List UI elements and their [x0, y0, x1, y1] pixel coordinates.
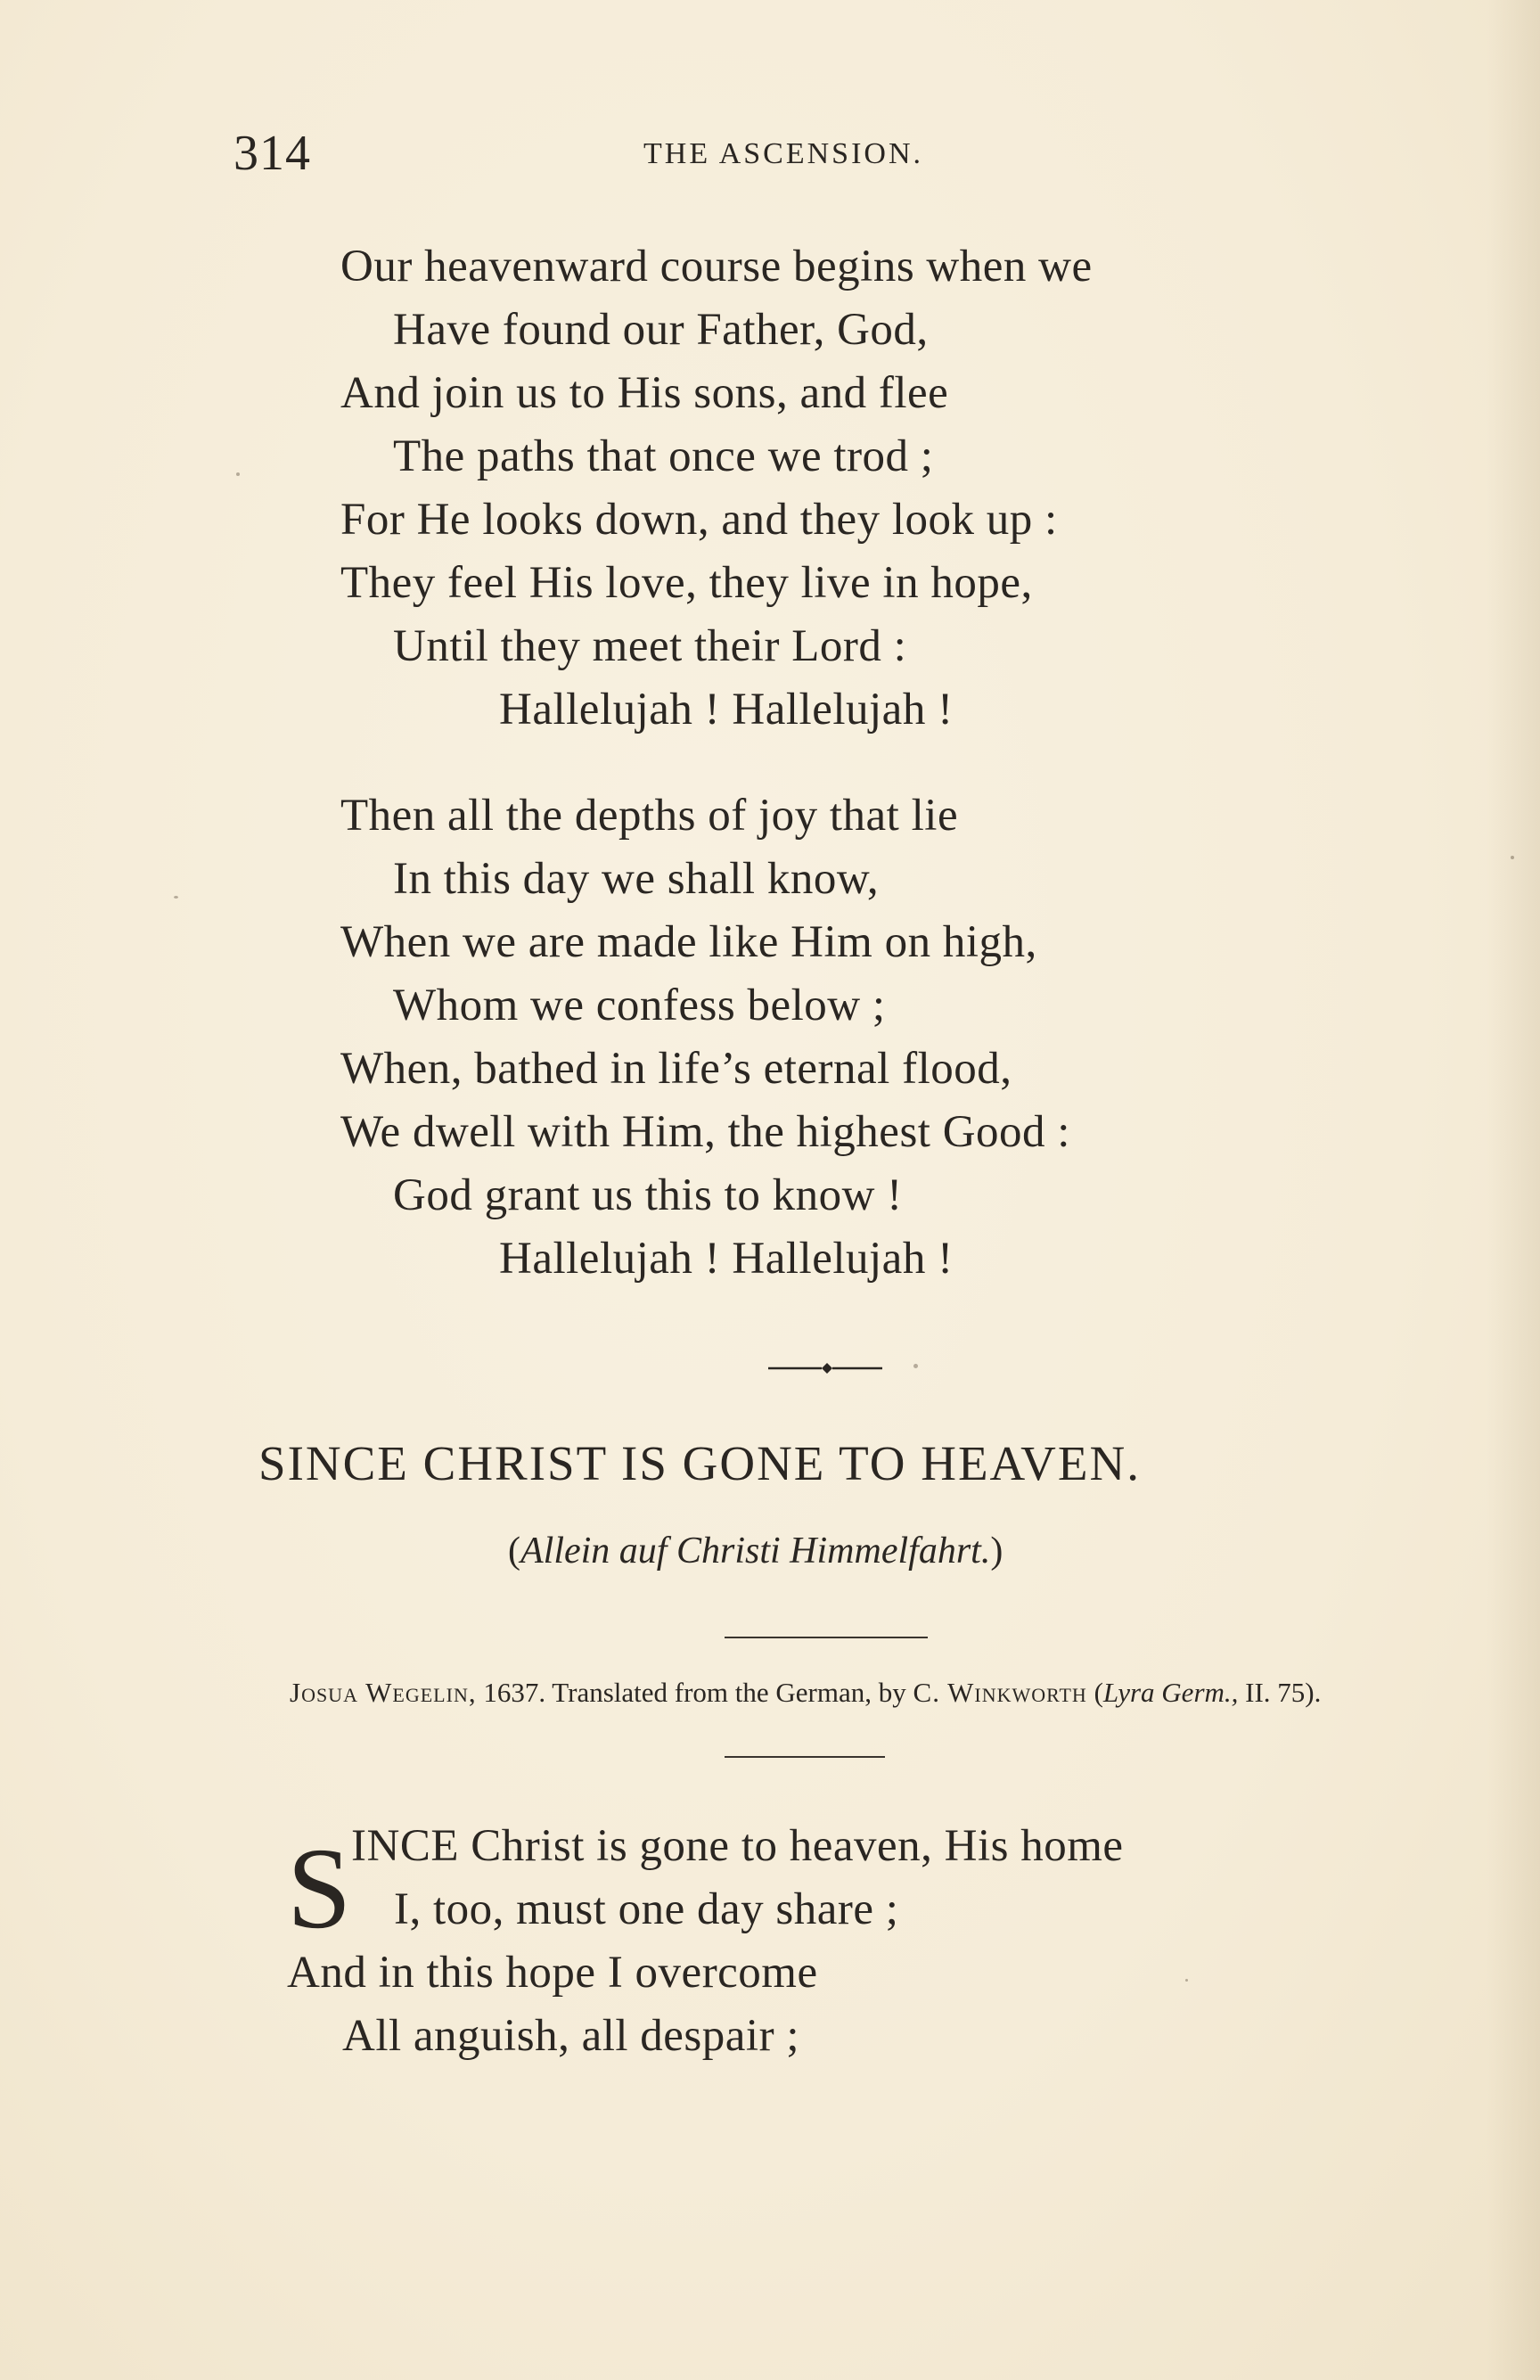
section-divider-ornament — [766, 1355, 900, 1382]
verse-refrain: Hallelujah ! Hallelujah ! — [499, 685, 954, 735]
verse-line: Until they meet their Lord : — [393, 621, 907, 671]
hymn-original-title — [508, 1530, 1003, 1572]
verse-line: All anguish, all despair ; — [342, 2011, 799, 2061]
paren-close: ) — [990, 1531, 1003, 1572]
paper-speck — [1511, 856, 1514, 859]
verse-line: When we are made like Him on high, — [340, 917, 1037, 967]
verse-line: For He looks down, and they look up : — [340, 495, 1058, 545]
paper-speck — [1185, 1979, 1188, 1982]
page-number: 314 — [233, 126, 311, 181]
verse-refrain: Hallelujah ! Hallelujah ! — [499, 1234, 954, 1284]
translator-name: C. Winkworth — [913, 1677, 1087, 1708]
hymn-attribution — [290, 1670, 1430, 1715]
verse-line: We dwell with Him, the highest Good : — [340, 1107, 1070, 1157]
translation-note: Translated from the German, by — [552, 1677, 906, 1708]
rule-below-attribution — [725, 1756, 885, 1758]
paper-speck — [174, 896, 178, 899]
verse-line: And in this hope I overcome — [287, 1948, 818, 1998]
verse-line: The paths that once we trod ; — [393, 431, 934, 481]
verse-line: And join us to His sons, and flee — [340, 368, 949, 418]
verse-line: They feel His love, they live in hope, — [340, 558, 1033, 608]
verse-line: When, bathed in life’s eternal flood, — [340, 1044, 1012, 1094]
source-paren-open: ( — [1094, 1677, 1103, 1708]
source-reference: II. 75). — [1245, 1677, 1322, 1708]
running-head: THE ASCENSION. — [643, 137, 924, 170]
page-header — [0, 125, 1540, 187]
hymn-title: SINCE CHRIST IS GONE TO HEAVEN. — [258, 1436, 1141, 1490]
verse-line: Our heavenward course begins when we — [340, 242, 1093, 291]
verse-line: INCE Christ is gone to heaven, His home — [351, 1821, 1124, 1871]
paper-speck — [236, 472, 240, 476]
verse-line: I, too, must one day share ; — [394, 1884, 899, 1934]
paper-speck — [913, 1364, 918, 1368]
stanza-1 — [340, 235, 1093, 742]
stanza-2 — [340, 784, 1070, 1291]
source-title: Lyra Germ., — [1102, 1677, 1239, 1708]
verse-line: Whom we confess below ; — [393, 981, 886, 1030]
rule-above-attribution — [725, 1637, 928, 1638]
original-title-text: Allein auf Christi Himmelfahrt. — [520, 1531, 991, 1572]
verse-line: Then all the depths of joy that lie — [340, 791, 959, 841]
verse-line: Have found our Father, God, — [393, 305, 929, 355]
drop-cap: S — [287, 1825, 352, 1953]
author-name: Josua Wegelin, — [290, 1677, 477, 1708]
author-year: 1637. — [483, 1677, 546, 1708]
paren-open: ( — [508, 1531, 520, 1572]
verse-line: In this day we shall know, — [393, 854, 880, 904]
hymn-first-stanza — [287, 1815, 1446, 2082]
page-edge-shadow — [1487, 0, 1540, 2380]
verse-line: God grant us this to know ! — [393, 1170, 903, 1220]
